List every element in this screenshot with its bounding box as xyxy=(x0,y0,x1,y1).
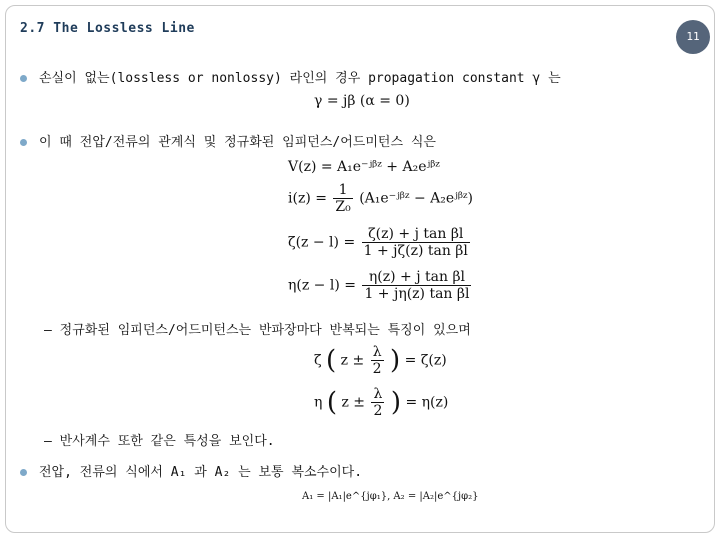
bullet-text-3: 전압, 전류의 식에서 A₁ 과 A₂ 는 보통 복소수이다. xyxy=(39,465,363,480)
equation-amplitudes: A₁ = |A₁|e^{jφ₁}, A₂ = |A₂|e^{jφ₂} xyxy=(302,491,479,502)
equation-rhs: = η(z) xyxy=(405,394,449,411)
bullet-item-2 xyxy=(20,131,436,150)
equation-arg: z ± xyxy=(340,352,365,369)
fraction-numerator: λ xyxy=(371,344,384,361)
equation-current-fraction xyxy=(333,182,352,215)
equation-arg: z ± xyxy=(341,394,366,411)
fraction-denominator: 2 xyxy=(373,403,383,419)
slide xyxy=(5,5,715,533)
right-paren: ) xyxy=(390,345,401,376)
equation-lhs: ζ xyxy=(314,352,322,369)
equation-current-lhs: i(z) = xyxy=(288,190,327,207)
bullet-dot-icon xyxy=(20,75,27,82)
equation-periodicity-zeta xyxy=(314,344,447,377)
fraction-numerator: η(z) + j tan βl xyxy=(362,269,471,286)
equation-rhs: = ζ(z) xyxy=(404,352,447,369)
bullet-item-1 xyxy=(20,67,561,86)
equation-lhs: η xyxy=(314,394,323,411)
equation-gamma: γ = jβ (α = 0) xyxy=(314,93,410,109)
equation-zeta-lhs: ζ(z − l) = xyxy=(288,234,356,251)
left-paren: ( xyxy=(326,345,337,376)
bullet-dot-icon xyxy=(20,469,27,476)
left-paren: ( xyxy=(326,387,337,418)
bullet-text-2: 이 때 전압/전류의 관계식 및 정규화된 임피던스/어드미턴스 식은 xyxy=(39,135,436,150)
equation-periodicity-eta xyxy=(314,386,448,419)
equation-zeta xyxy=(288,226,472,259)
fraction-numerator: 1 xyxy=(333,182,352,199)
fraction-denominator: 2 xyxy=(372,361,382,377)
fraction-numerator: ζ(z) + j tan βl xyxy=(362,226,470,243)
bullet-text-1: 손실이 없는(lossless or nonlossy) 라인의 경우 propagation constant γ 는 xyxy=(39,71,561,86)
fraction-numerator: λ xyxy=(371,386,384,403)
equation-fraction xyxy=(371,344,384,377)
right-paren: ) xyxy=(390,387,401,418)
equation-current-rhs: (A₁e⁻ʲᵝᶻ − A₂eʲᵝᶻ) xyxy=(359,190,474,207)
equation-zeta-fraction xyxy=(362,226,470,259)
equation-fraction xyxy=(371,386,384,419)
equation-voltage: V(z) = A₁e⁻ʲᵝᶻ + A₂eʲᵝᶻ xyxy=(288,159,440,175)
sub-item-2: – 반사계수 또한 같은 특성을 보인다. xyxy=(44,434,275,449)
fraction-denominator: Z₀ xyxy=(335,199,351,215)
equation-eta-lhs: η(z − l) = xyxy=(288,277,356,294)
fraction-denominator: 1 + jζ(z) tan βl xyxy=(363,243,468,259)
bullet-item-3 xyxy=(20,461,362,480)
slide-title: 2.7 The Lossless Line xyxy=(20,21,195,36)
sub-item-1: – 정규화된 임피던스/어드미턴스는 반파장마다 반복되는 특징이 있으며 xyxy=(44,323,471,338)
fraction-denominator: 1 + jη(z) tan βl xyxy=(364,286,470,302)
bullet-dot-icon xyxy=(20,139,27,146)
equation-eta xyxy=(288,269,473,302)
equation-eta-fraction xyxy=(362,269,471,302)
page-number-badge: 11 xyxy=(676,20,710,54)
equation-current xyxy=(288,182,473,215)
